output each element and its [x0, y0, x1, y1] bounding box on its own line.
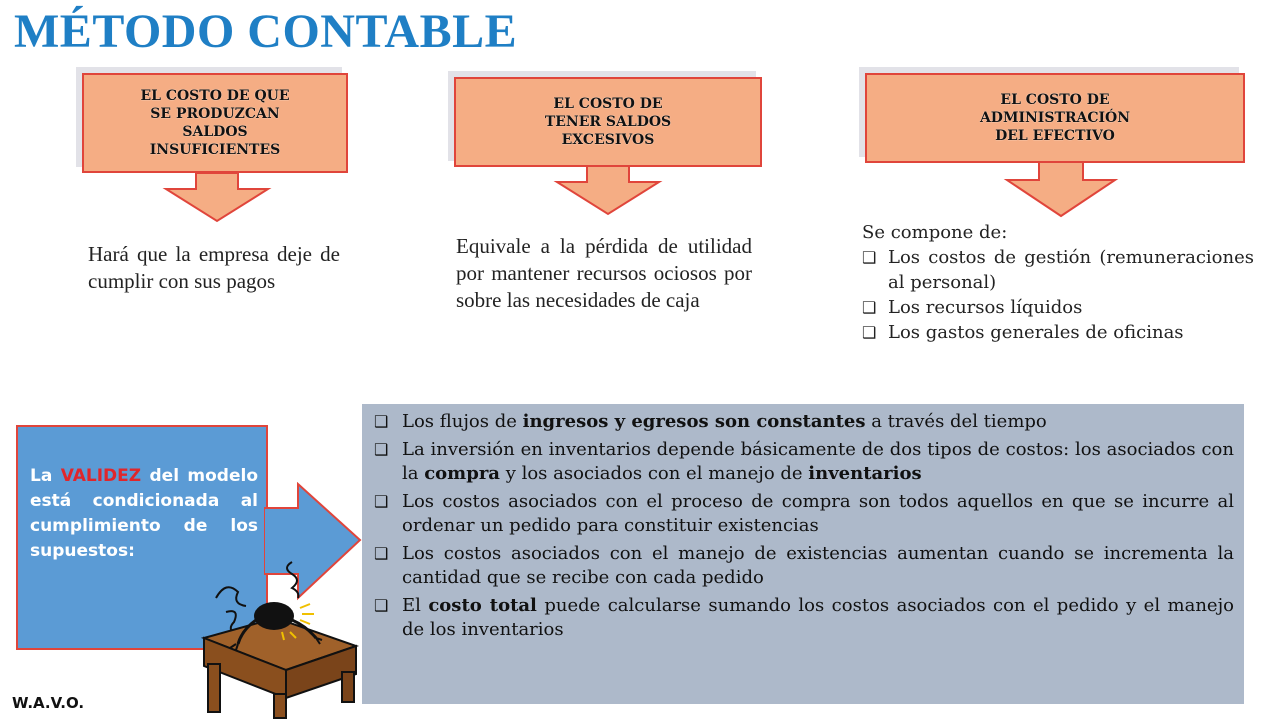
header-line: EL COSTO DE [553, 96, 663, 112]
list-item: ❑ Los recursos líquidos [862, 297, 1083, 318]
header-box-administration [865, 73, 1245, 163]
checkbox-bullet-icon: ❑ [862, 323, 877, 342]
header-line: SE PRODUZCAN [150, 106, 280, 122]
checkbox-bullet-icon: ❑ [374, 544, 389, 563]
header-line: SALDOS [182, 124, 248, 140]
assumptions-list [374, 410, 1234, 646]
down-arrow-icon [553, 166, 663, 216]
validity-highlight: VALIDEZ [60, 466, 142, 486]
list-item: ❑ Los flujos de ingresos y egresos son constantes a través del tiempo [374, 411, 1047, 432]
description-excess: Equivale a la pérdida de utilidad por mantener recursos ociosos por sobre las necesidades de caja [456, 234, 752, 312]
list-item: ❑ Los gastos generales de oficinas [862, 322, 1184, 343]
description-insufficient: Hará que la empresa deje de cumplir con sus pagos [88, 242, 340, 293]
page-title: MÉTODO CONTABLE [14, 5, 518, 58]
list-item: ❑ Los costos asociados con el manejo de existencias aumentan cuando se incrementa la cantidad que se recibe con cada pedido [374, 543, 1234, 588]
header-line: EL COSTO DE [1000, 92, 1110, 108]
header-line: ADMINISTRACIÓN [979, 110, 1131, 126]
validity-text: La VALIDEZ del modelo está condicionada al cumplimiento de los supuestos: [30, 466, 259, 561]
intro-text: Se compone de: [862, 222, 1008, 243]
checkbox-bullet-icon: ❑ [374, 492, 389, 511]
author-footer: W.A.V.O. [12, 694, 85, 712]
stressed-person-desk-icon [196, 548, 364, 720]
header-line: EL COSTO DE QUE [140, 88, 290, 104]
header-line: INSUFICIENTES [149, 142, 281, 158]
down-arrow-icon [162, 173, 272, 223]
header-line: DEL EFECTIVO [995, 128, 1115, 144]
list-item: ❑ El costo total puede calcularse sumando los costos asociados con el pedido y el manejo de los inventarios [374, 595, 1234, 640]
description-administration [862, 220, 1254, 345]
checkbox-bullet-icon: ❑ [374, 440, 389, 459]
header-box-insufficient [82, 73, 348, 173]
list-item: ❑ La inversión en inventarios depende básicamente de dos tipos de costos: los asociados con la compra y los asociados con el manejo de inventarios [374, 439, 1234, 484]
checkbox-bullet-icon: ❑ [374, 596, 389, 615]
header-line: TENER SALDOS [544, 114, 672, 130]
list-item: ❑ Los costos de gestión (remuneraciones al personal) [862, 247, 1254, 293]
checkbox-bullet-icon: ❑ [374, 412, 389, 431]
header-line: EXCESIVOS [561, 132, 655, 148]
list-item: ❑ Los costos asociados con el proceso de compra son todos aquellos en que se incurre al ordenar un pedido para constituir existencias [374, 491, 1234, 536]
checkbox-bullet-icon: ❑ [862, 248, 877, 267]
checkbox-bullet-icon: ❑ [862, 298, 877, 317]
header-box-excess [454, 77, 762, 167]
down-arrow-icon [1003, 162, 1119, 218]
